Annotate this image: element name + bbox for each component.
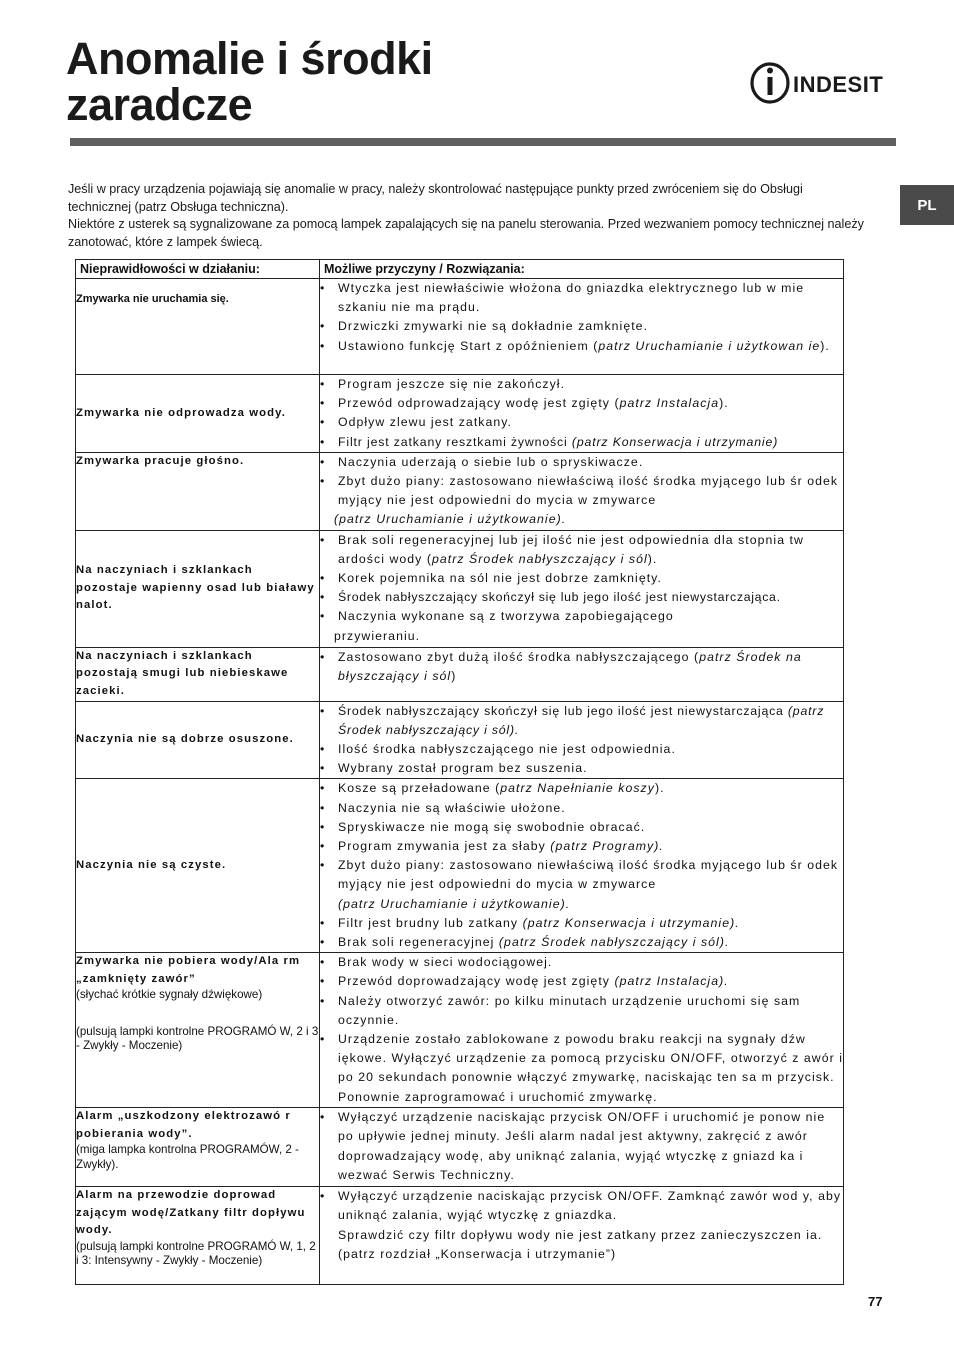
solution-cell — [320, 779, 844, 953]
problem-text: Zmywarka pracuje głośno. — [76, 454, 245, 467]
solution-cell — [320, 530, 844, 647]
problem-text: Zmywarka nie pobiera wody/Ala rm „zamknięty zawór” — [76, 955, 301, 985]
solution-cell — [320, 1108, 844, 1187]
list-item: • Środek nabłyszczający skończył się lub jego ilość jest niewystarczająca. — [320, 588, 843, 607]
table-row — [76, 953, 844, 1108]
list-item: • Drzwiczki zmywarki nie są dokładnie zamknięte. — [320, 317, 843, 336]
table-header-row — [76, 260, 844, 279]
solution-reference: (patrz Uruchamianie i użytkowanie). — [334, 512, 567, 527]
list-item: • Przewód odprowadzający wodę jest zgięty (patrz Instalacja). — [320, 394, 843, 413]
solution-cell — [320, 647, 844, 701]
list-item: • Urządzenie zostało zablokowane z powodu braku reakcji na sygnały dźw iękowe. Wyłączyć urządzenie za pomocą przycisku ON/OFF, otworzyć z awór i po 20 sekundach ponownie włączyć zmywarkę, naciskając ten sa m przycisk. Ponownie zaprogramować i uruchomić zmywarkę. — [320, 1030, 843, 1107]
troubleshooting-table — [75, 259, 844, 1285]
list-item: • Wyłączyć urządzenie naciskając przycisk ON/OFF. Zamknąć zawór wod y, aby uniknąć zalania, wyjąć wtyczkę z gniazdka. — [320, 1187, 843, 1225]
list-item: • Ustawiono funkcję Start z opóźnieniem (patrz Uruchamianie i użytkowan ie). — [320, 337, 843, 356]
table-row — [76, 530, 844, 647]
solution-cell — [320, 279, 844, 375]
problem-text: Naczynia nie są czyste. — [76, 859, 227, 872]
table-row — [76, 647, 844, 701]
intro-paragraph-1: Jeśli w pracy urządzenia pojawiają się anomalie w pracy, należy skontrolować następujące punkty przed zwróceniem się do Obsługi technicznej (patrz Obsługa techniczna). — [68, 182, 803, 214]
header-solution: Możliwe przyczyny / Rozwiązania: — [320, 260, 844, 279]
problem-note: (pulsują lampki kontrolne PROGRAMÓ W, 1, 2 i 3: Intensywny - Zwykły - Moczenie) — [76, 1239, 316, 1268]
list-item: • Wybrany został program bez suszenia. — [320, 759, 843, 778]
indesit-logo — [748, 60, 900, 106]
table-row — [76, 375, 844, 453]
problem-cell — [76, 647, 320, 701]
list-item: • Zbyt dużo piany: zastosowano niewłaściwą ilość środka myjącego lub śr odek myjący nie jest odpowiedni do mycia w zmywarce — [320, 472, 843, 510]
page-title — [66, 33, 433, 130]
problem-note: (miga lampka kontrolna PROGRAMÓW, 2 - Zwykły). — [76, 1143, 299, 1171]
problem-cell — [76, 779, 320, 953]
intro-text — [68, 181, 868, 251]
problem-text: Zmywarka nie odprowadza wody. — [76, 406, 286, 419]
problem-cell — [76, 1187, 320, 1285]
table-row — [76, 1187, 844, 1285]
solution-cell — [320, 1187, 844, 1285]
list-item: • Zastosowano zbyt dużą ilość środka nabłyszczającego (patrz Środek na błyszczający i sól) — [320, 648, 843, 686]
table-row — [76, 279, 844, 375]
list-item: • Spryskiwacze nie mogą się swobodnie obracać. — [320, 818, 843, 837]
problem-text: Na naczyniach i szklankach pozostają smugi lub niebieskawe zacieki. — [76, 649, 289, 697]
list-item: • Wtyczka jest niewłaściwie włożona do gniazdka elektrycznego lub w mie szkaniu nie ma prądu. — [320, 279, 843, 317]
list-item: • Brak soli regeneracyjnej lub jej ilość nie jest odpowiednia dla stopnia tw ardości wody (patrz Środek nabłyszczający i sól). — [320, 531, 843, 569]
problem-text: Zmywarka nie uruchamia się. — [76, 293, 229, 305]
header-divider-bar — [70, 138, 896, 146]
list-item: • Środek nabłyszczający skończył się lub jego ilość jest niewystarczająca (patrz Środek nabłyszczający i sól). — [320, 702, 843, 740]
list-item: • Filtr jest zatkany resztkami żywności (patrz Konserwacja i utrzymanie) — [320, 433, 843, 452]
problem-text: Na naczyniach i szklankach pozostaje wapienny osad lub białawy nalot. — [76, 564, 315, 612]
list-item: • Ilość środka nabłyszczającego nie jest odpowiednia. — [320, 740, 843, 759]
problem-note: (pulsują lampki kontrolne PROGRAMÓ W, 2 i 3 - Zwykły - Moczenie) — [76, 1024, 319, 1053]
list-item: • Brak soli regeneracyjnej (patrz Środek nabłyszczający i sól). — [320, 933, 843, 952]
problem-cell — [76, 1108, 320, 1187]
list-item: • Korek pojemnika na sól nie jest dobrze zamknięty. — [320, 569, 843, 588]
list-item: • Naczynia uderzają o siebie lub o spryskiwacze. — [320, 453, 843, 472]
problem-text: Alarm „uszkodzony elektrozawó r pobierania wody”. — [76, 1110, 291, 1140]
list-item: • Odpływ zlewu jest zatkany. — [320, 413, 843, 432]
list-item: • Przewód doprowadzający wodę jest zgięty (patrz Instalacja). — [320, 972, 843, 991]
problem-cell — [76, 953, 320, 1108]
page-title-line-2: zaradcze — [66, 79, 253, 130]
page-number: 77 — [868, 1294, 883, 1309]
list-item: • Brak wody w sieci wodociągowej. — [320, 953, 843, 972]
list-item: • Naczynia nie są właściwie ułożone. — [320, 799, 843, 818]
page-title-line-1: Anomalie i środki — [66, 33, 433, 84]
list-item: • Program jeszcze się nie zakończył. — [320, 375, 843, 394]
table-row — [76, 701, 844, 779]
solution-cell — [320, 452, 844, 530]
table-row — [76, 452, 844, 530]
solution-cell — [320, 375, 844, 453]
list-item: • Kosze są przeładowane (patrz Napełnianie koszy). — [320, 779, 843, 798]
problem-cell — [76, 375, 320, 453]
problem-cell — [76, 452, 320, 530]
problem-cell — [76, 279, 320, 375]
list-item: • Program zmywania jest za słaby (patrz Programy). — [320, 837, 843, 856]
logo-wordmark: INDESIT — [793, 72, 884, 97]
intro-paragraph-2: Niektóre z usterek są sygnalizowane za pomocą lampek zapalających się na panelu sterowania. Przed wezwaniem pomocy technicznej należy zanotować, które z lampek świecą. — [68, 217, 864, 249]
list-item: • Filtr jest brudny lub zatkany (patrz Konserwacja i utrzymanie). — [320, 914, 843, 933]
problem-cell — [76, 701, 320, 779]
table-row — [76, 779, 844, 953]
language-tab: PL — [900, 185, 954, 225]
problem-text: Naczynia nie są dobrze osuszone. — [76, 733, 294, 746]
problem-cell — [76, 530, 320, 647]
solution-reference: (patrz Uruchamianie i użytkowanie). — [338, 896, 571, 911]
list-item: • Należy otworzyć zawór: po kilku minutach urządzenie uruchomi się sam oczynnie. — [320, 992, 843, 1030]
problem-note: (słychać krótkie sygnały dźwiękowe) — [76, 988, 263, 1002]
list-item: • Naczynia wykonane są z tworzywa zapobiegającego — [320, 607, 843, 626]
problem-text: Alarm na przewodzie doprowad zającym wodę/Zatkany filtr dopływu wody. — [76, 1189, 306, 1237]
solution-continuation: Sprawdzić czy filtr dopływu wody nie jest zatkany przez zanieczyszczen ia. (patrz rozdział „Konserwacja i utrzymanie”) — [338, 1227, 823, 1261]
table-row — [76, 1108, 844, 1187]
list-item: • Zbyt dużo piany: zastosowano niewłaściwą ilość środka myjącego lub śr odek myjący nie jest odpowiedni do mycia w zmywarce (patrz Uruchamianie i użytkowanie). — [320, 856, 843, 914]
solution-continuation: przywieraniu. — [334, 628, 421, 643]
list-item: • Wyłączyć urządzenie naciskając przycisk ON/OFF i uruchomić je ponow nie po upływie jednej minuty. Jeśli alarm nadal jest aktywny, zakręcić z awór doprowadzający wodę, aby uniknąć zalania, wyjąć wtyczkę z gniazd ka i wezwać Serwis Techniczny. — [320, 1108, 843, 1185]
header-problem: Nieprawidłowości w działaniu: — [76, 260, 320, 279]
solution-cell — [320, 701, 844, 779]
solution-cell — [320, 953, 844, 1108]
